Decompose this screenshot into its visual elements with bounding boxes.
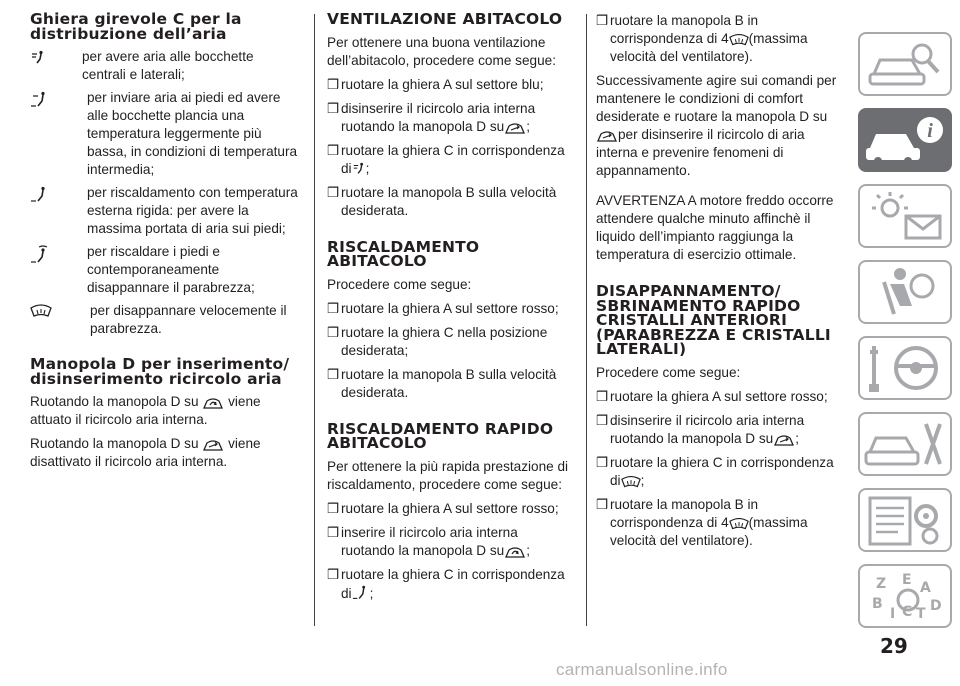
vent-feet-defrost-icon [30, 245, 50, 270]
list-item: ❒ ruotare la ghiera A sul settore blu; [327, 76, 544, 92]
svg-text:Z: Z [876, 576, 887, 592]
svg-text:I: I [890, 606, 896, 622]
list-item: ❒ ruotare la ghiera C in corrispondenza di ; [327, 142, 565, 176]
car-search-icon[interactable] [858, 32, 952, 96]
list-item: ❒ ruotare la ghiera C in corrispondenza di ; [596, 454, 834, 488]
steering-wheel-icon[interactable] [858, 336, 952, 400]
svg-text:A: A [920, 580, 931, 596]
fan-speed-icon [729, 31, 749, 46]
warning-lights-icon[interactable] [858, 184, 952, 248]
vent-face-feet-icon [30, 91, 50, 114]
list-item: ❒ ruotare la manopola B in corrispondenza di 4 (massima velocità del ventilatore). [596, 496, 808, 548]
defrost-icon [621, 473, 641, 488]
column-3 [596, 12, 848, 556]
recirculation-off-icon [596, 127, 618, 142]
list-item: ❒ disinserire il ricircolo aria interna ruotando la manopola D su ; [327, 100, 536, 134]
list-item: per riscaldamento con temperatura esterna rigida: per avere la massima portata di aria sui piedi; [30, 184, 300, 238]
watermark: carmanualsonline.info [556, 660, 728, 679]
list-item: ❒ disinserire il ricircolo aria interna ruotando la manopola D su ; [596, 412, 805, 446]
list-item: ❒ inserire il ricircolo aria interna ruotando la manopola D su ; [327, 524, 531, 558]
page-number: 29 [880, 634, 908, 658]
list-item: ❒ ruotare la manopola B sulla velocità desiderata. [327, 184, 557, 218]
svg-text:T: T [916, 606, 926, 622]
list-item: per riscaldare i piedi e contemporaneamente disappannare il parabrezza; [30, 243, 300, 297]
section-heading-riscaldamento-rapido: RISCALDAMENTO RAPIDO ABITACOLO [327, 419, 554, 452]
svg-text:D: D [930, 598, 942, 614]
list-item: ❒ ruotare la ghiera C in corrispondenza di ; [327, 566, 565, 601]
vent-face-icon [30, 50, 46, 71]
fan-speed-icon [729, 515, 749, 530]
paragraph: Procedere come segue: [327, 276, 472, 292]
column-1 [30, 12, 300, 477]
column-divider [314, 14, 315, 626]
list-item: ❒ ruotare la ghiera A sul settore rosso; [596, 388, 828, 404]
paragraph: Successivamente agire sui comandi per mantenere le condizioni di comfort desiderate e ruotare la manopola D su per disinserire il ricircolo di aria interna e prevenire fenomeni di appannamento. [596, 73, 837, 178]
list-item: ❒ ruotare la manopola B sulla velocità desiderata. [327, 366, 557, 400]
paragraph: Ruotando la manopola D su viene attuato il ricircolo aria interna. [30, 394, 261, 427]
section-heading-ventilazione: VENTILAZIONE ABITACOLO [327, 10, 563, 28]
list-item: per disappannare velocemente il parabrezza. [30, 302, 300, 338]
warning-paragraph: AVVERTENZA A motore freddo occorre attendere qualche minuto affinchè il liquido dell’impianto raggiunga la temperatura di esercizio ottimale. [596, 193, 834, 262]
list-item: ❒ ruotare la ghiera A sul settore rosso; [327, 300, 559, 316]
recirculation-on-icon [202, 394, 224, 409]
vent-feet-icon [352, 586, 370, 601]
alphabet-index-icon[interactable] [858, 564, 952, 628]
car-tools-icon[interactable] [858, 412, 952, 476]
paragraph: Per ottenere la più rapida prestazione di riscaldamento, procedere come segue: [327, 458, 569, 492]
vent-face-icon [352, 161, 366, 176]
svg-text:i: i [927, 120, 933, 142]
airbag-icon[interactable] [858, 260, 952, 324]
section-heading-ghiera: Ghiera girevole C per la distribuzione dell’aria [30, 10, 242, 43]
paragraph: Procedere come segue: [596, 364, 741, 380]
recirculation-off-icon [202, 436, 224, 451]
column-2 [327, 12, 575, 609]
defrost-icon [30, 304, 52, 323]
section-heading-disappannamento: DISAPPANNAMENTO/ SBRINAMENTO RAPIDO CRISTALLI ANTERIORI (PARABREZZA E CRISTALLI LATERALI) [596, 282, 831, 358]
recirculation-on-icon [504, 543, 526, 558]
vent-feet-icon [30, 186, 50, 209]
recirculation-off-icon [773, 431, 795, 446]
svg-text:C: C [902, 604, 913, 620]
list-item: per avere aria alle bocchette centrali e laterali; [30, 48, 300, 84]
column-divider [586, 14, 587, 626]
section-heading-manopola-d: Manopola D per inserimento/ disinserimento ricircolo aria [30, 355, 290, 388]
list-item: ❒ ruotare la ghiera A sul settore rosso; [327, 500, 559, 516]
car-info-icon[interactable] [858, 108, 952, 172]
recirculation-off-icon [504, 119, 526, 134]
list-item: ❒ ruotare la ghiera C nella posizione desiderata; [327, 324, 548, 358]
list-item: per inviare aria ai piedi ed avere alle bocchette plancia una temperatura leggermente più bassa, in condizioni di temperatura intermedia; [30, 89, 300, 179]
svg-text:E: E [902, 572, 912, 588]
service-list-icon[interactable] [858, 488, 952, 552]
paragraph: Per ottenere una buona ventilazione dell’abitacolo, procedere come segue: [327, 34, 556, 68]
paragraph: Ruotando la manopola D su viene disattivato il ricircolo aria interna. [30, 436, 261, 469]
section-heading-riscaldamento: RISCALDAMENTO ABITACOLO [327, 237, 480, 270]
svg-text:B: B [872, 596, 883, 612]
list-item: ❒ ruotare la manopola B in corrispondenza di 4 (massima velocità del ventilatore). [596, 13, 808, 64]
